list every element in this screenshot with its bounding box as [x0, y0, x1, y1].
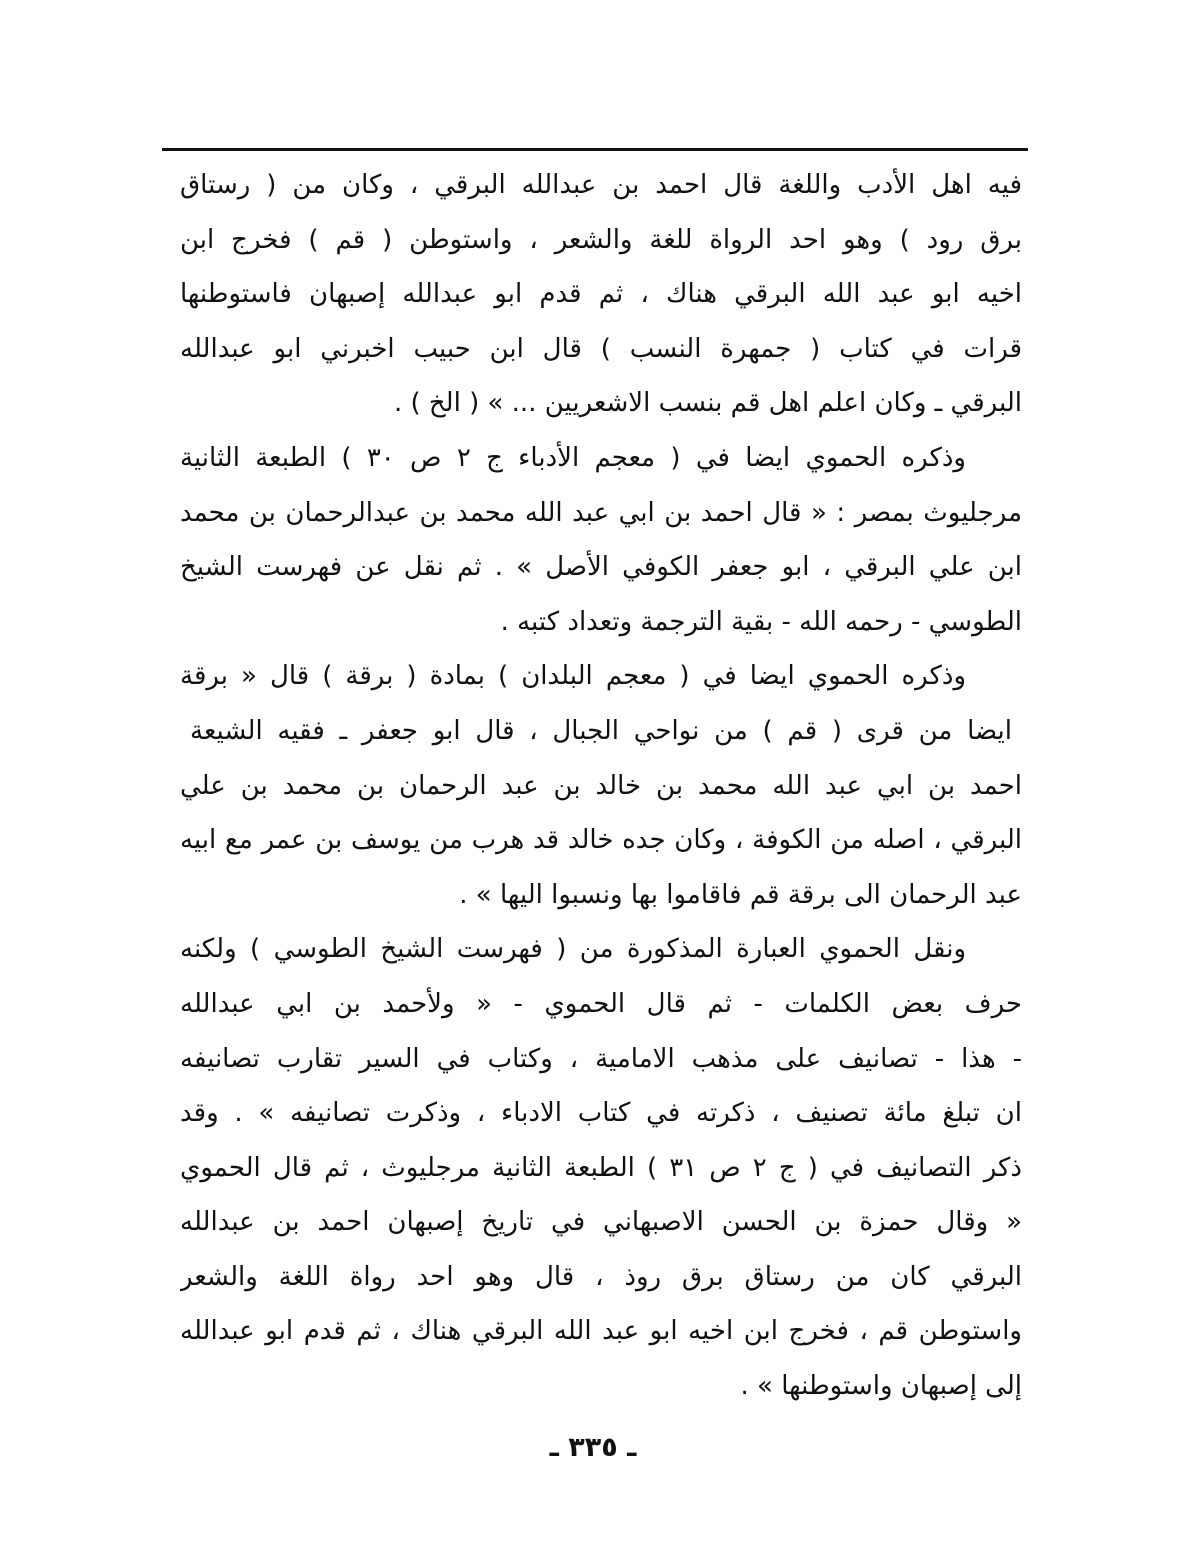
text-line: ايضا من قرى ( قم ) من نواحي الجبال ، قال ابو جعفر ـ فقيه الشيعة [190, 715, 1012, 746]
text-line: حرف بعض الكلمات - ثم قال الحموي - « ولأحمد بن ابي عبدالله [180, 988, 1022, 1019]
text-line: إلى إصبهان واستوطنها » . [740, 1371, 1022, 1402]
header-rule [162, 148, 1028, 151]
text-line: فيه اهل الأدب واللغة قال احمد بن عبدالله البرقي ، وكان من ( رستاق [180, 170, 1022, 200]
body-text [180, 158, 1022, 1414]
text-line: عبد الرحمان الى برقة قم فاقاموا بها ونسبوا اليها » . [459, 879, 1022, 910]
text-line: احمد بن ابي عبد الله محمد بن خالد بن عبد الرحمان بن محمد بن علي [180, 770, 1022, 801]
text-line: مرجليوث بمصر : « قال احمد بن ابي عبد الله محمد بن عبدالرحمان بن محمد [180, 497, 1022, 528]
text-line: ونقل الحموي العبارة المذكورة من ( فهرست الشيخ الطوسي ) ولكنه [180, 934, 966, 965]
text-line: « وقال حمزة بن الحسن الاصبهاني في تاريخ إصبهان احمد بن عبدالله [180, 1207, 1022, 1238]
page-number: ـ ٣٣٥ ـ [549, 1432, 637, 1463]
text-line: برق رود ) وهو احد الرواة للغة والشعر ، واستوطن ( قم ) فخرج ابن [180, 224, 1022, 255]
text-line: واستوطن قم ، فخرج ابن اخيه ابو عبد الله البرقي هناك ، ثم قدم ابو عبدالله [180, 1316, 1022, 1347]
text-line: اخيه ابو عبد الله البرقي هناك ، ثم قدم ابو عبدالله إصبهان فاستوطنها [180, 279, 1022, 310]
text-line: البرقي كان من رستاق برق روذ ، قال وهو احد رواة اللغة والشعر [180, 1261, 1022, 1292]
text-line: قرات في كتاب ( جمهرة النسب ) قال ابن حبيب اخبرني ابو عبدالله [180, 333, 1022, 364]
text-line: وذكره الحموي ايضا في ( معجم البلدان ) بمادة ( برقة ) قال « برقة [180, 661, 966, 692]
text-line: البرقي ـ وكان اعلم اهل قم بنسب الاشعريين ... » ( الخ ) . [393, 388, 1022, 419]
text-line: ابن علي البرقي ، ابو جعفر الكوفي الأصل » . ثم نقل عن فهرست الشيخ [180, 552, 1022, 583]
text-line: ان تبلغ مائة تصنيف ، ذكرته في كتاب الادباء ، وذكرت تصانيفه » . وقد [180, 1098, 1022, 1129]
text-line: البرقي ، اصله من الكوفة ، وكان جده خالد قد هرب من يوسف بن عمر مع ابيه [180, 825, 1022, 856]
text-line: - هذا - تصانيف على مذهب الامامية ، وكتاب في السير تقارب تصانيفه [180, 1043, 1022, 1074]
text-line: الطوسي - رحمه الله - بقية الترجمة وتعداد كتبه . [500, 606, 1022, 637]
text-line: وذكره الحموي ايضا في ( معجم الأدباء ج ٢ ص ٣٠ ) الطبعة الثانية [180, 442, 966, 473]
text-line: ذكر التصانيف في ( ج ٢ ص ٣١ ) الطبعة الثانية مرجليوث ، ثم قال الحموي [180, 1152, 1022, 1183]
